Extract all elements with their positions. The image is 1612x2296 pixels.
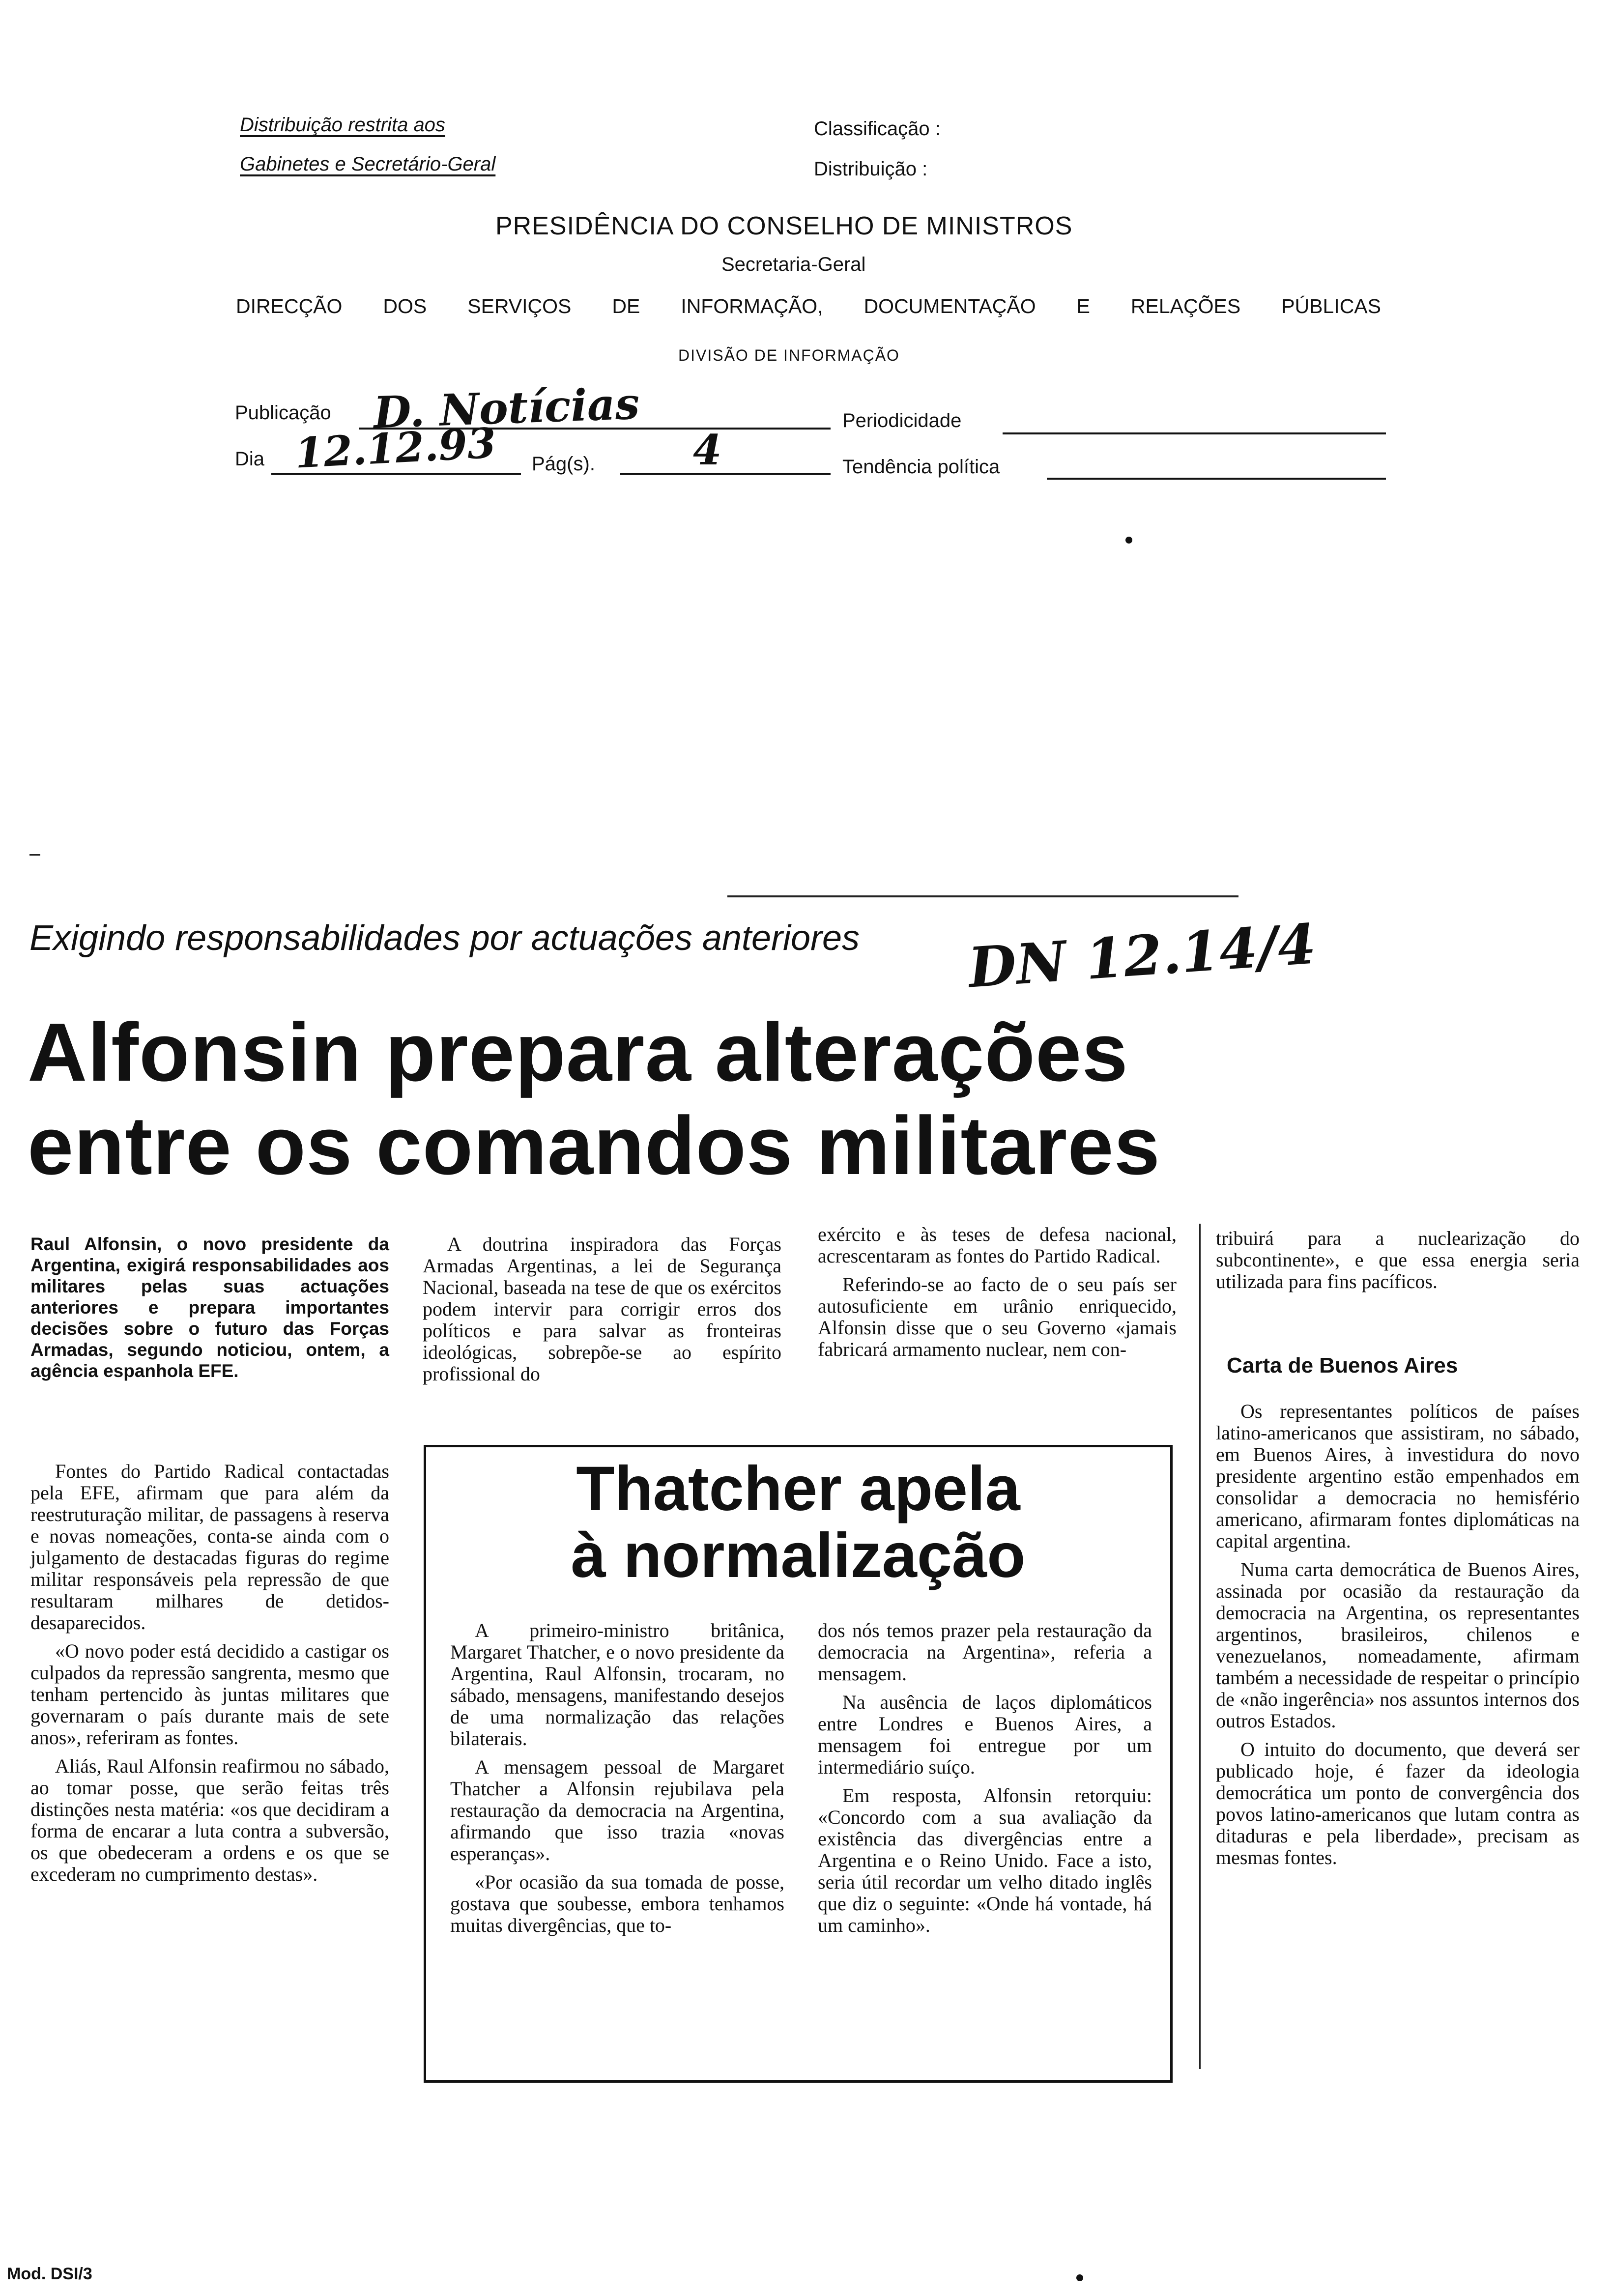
article-headline-line-1: Alfonsin prepara alterações	[28, 1006, 1128, 1098]
direccao-label: DIRECÇÃO DOS SERVIÇOS DE INFORMAÇÃO, DOCUMENTAÇÃO E RELAÇÕES PÚBLICAS	[236, 295, 1381, 317]
paragraph: tribuirá para a nuclearização do subcontinente», e que essa energia seria utilizada para fins pacíficos.	[1216, 1227, 1580, 1292]
paragraph: exército e às teses de defesa nacional, acrescentaram as fontes do Partido Radical.	[818, 1223, 1177, 1267]
paragraph: A mensagem pessoal de Margaret Thatcher a Alfonsin rejubilava pela restauração da democracia na Argentina, afirmando que isso trazia «novas esperanças».	[450, 1756, 784, 1865]
paragraph: «O novo poder está decidido a castigar os culpados da repressão sangrenta, mesmo que tenham pertencido às juntas militares que governaram o país durante mais de sete anos», referiram as fontes.	[30, 1640, 389, 1749]
column-divider	[1199, 1224, 1201, 2069]
pags-handwritten: 4	[693, 426, 722, 474]
form-model-code: Mod. DSI/3	[7, 2265, 92, 2283]
tendencia-line	[1047, 478, 1386, 480]
kicker-rule	[727, 895, 1238, 897]
restricted-line-2: Gabinetes e Secretário-Geral	[240, 153, 496, 175]
punch-dot-bottom	[1076, 2274, 1083, 2281]
periodicidade-label: Periodicidade	[842, 410, 962, 431]
article-column-4b	[1216, 1401, 1580, 1875]
article-column-1	[30, 1461, 389, 1892]
punch-dot-top	[1125, 537, 1132, 544]
paragraph: Numa carta democrática de Buenos Aires, assinada por ocasião da restauração da democracia na Argentina, os representantes argentinos, brasileiros, chilenos e venezuelanos, nomeadamente, afirmam também a necessidade de respeitar o princípio de «não ingerência» nos assuntos internos dos outros Estados.	[1216, 1558, 1580, 1732]
paragraph: «Por ocasião da sua tomada de posse, gostava que soubesse, embora tenhamos muitas divergências, que to-	[450, 1871, 784, 1936]
dia-handwritten: 12.12.93	[293, 418, 497, 478]
paragraph: Referindo-se ao facto de o seu país ser autosuficiente em urânio enriquecido, Alfonsin disse que o seu Governo «jamais fabricará armamento nuclear, nem con-	[818, 1273, 1177, 1360]
paragraph: Aliás, Raul Alfonsin reafirmou no sábado, ao tomar posse, que serão feitas três distinções nesta matéria: «os que decidiram a forma de encarar a luta contra a subversão, os que obedeceram a ordens e os que se excederam no cumprimento destas».	[30, 1755, 389, 1885]
paragraph: Fontes do Partido Radical contactadas pela EFE, afirmam que para além da reestruturação militar, de passagens à reserva e novas nomeações, conta-se ainda com o julgamento de destacadas figuras do regime militar responsáveis pela repressão de que resultaram milhares de detidos-desaparecidos.	[30, 1460, 389, 1634]
article-headline-line-2: entre os comandos militares	[28, 1099, 1161, 1192]
distribuicao-label: Distribuição :	[814, 158, 928, 180]
box-headline-line-1: Thatcher apela	[576, 1454, 1020, 1524]
paragraph: A doutrina inspiradora das Forças Armadas Argentinas, a lei de Segurança Nacional, baseada na tese de que os exércitos podem intervir para corrigir erros dos políticos e para salvar as fronteiras ideológicas, sobrepõe-se ao espírito profissional do	[423, 1233, 781, 1385]
restricted-line-1: Distribuição restrita aos	[240, 114, 445, 136]
pags-line	[620, 473, 831, 475]
classificacao-label: Classificação :	[814, 118, 941, 140]
paragraph: Na ausência de laços diplomáticos entre Londres e Buenos Aires, a mensagem foi entregue por um intermediário suíço.	[818, 1691, 1152, 1778]
publicacao-label: Publicação	[235, 402, 331, 424]
margin-mark	[29, 854, 40, 856]
paragraph: dos nós temos prazer pela restauração da democracia na Argentina», referia a mensagem.	[818, 1619, 1152, 1685]
article-column-3	[818, 1224, 1177, 1367]
article-lead: Raul Alfonsin, o novo presidente da Argentina, exigirá responsabilidades aos militares pelas suas actuações anteriores e prepara importantes decisões sobre o futuro das Forças Armadas, segundo noticiou, ontem, a agência espanhola EFE.	[30, 1234, 389, 1381]
paragraph: A primeiro-ministro britânica, Margaret Thatcher, e o novo presidente da Argentina, Raul Alfonsin, trocaram, no sábado, mensagens, manifestando desejos de uma normalização das relações bilaterais.	[450, 1619, 784, 1750]
periodicidade-line	[1003, 432, 1386, 434]
org-title: PRESIDÊNCIA DO CONSELHO DE MINISTROS	[495, 212, 1073, 240]
secretaria-label: Secretaria-Geral	[721, 254, 866, 275]
article-column-4	[1216, 1228, 1580, 1299]
publicacao-handwritten: D. Notícias	[373, 377, 640, 438]
handwritten-reference: DN 12.14/4	[966, 912, 1318, 1001]
box-headline-line-2: à normalização	[571, 1521, 1026, 1591]
subhead-carta: Carta de Buenos Aires	[1227, 1353, 1458, 1378]
pags-label: Pág(s).	[532, 453, 595, 475]
box-column-left	[450, 1620, 784, 1943]
dia-label: Dia	[235, 448, 265, 470]
article-kicker: Exigindo responsabilidades por actuações anteriores	[29, 918, 860, 958]
paragraph: O intuito do documento, que deverá ser publicado hoje, é fazer da ideologia democrática um ponto de convergência dos povos latino-americanos que lutam contra as ditaduras e pela liberdade», precisam as mesmas fontes.	[1216, 1738, 1580, 1868]
article-column-2	[423, 1234, 781, 1392]
box-column-right	[818, 1620, 1152, 1943]
paragraph: Os representantes políticos de países latino-americanos que assistiram, no sábado, em Buenos Aires, à investidura do novo presidente argentino estão empenhados em consolidar a democracia no hemisfério americano, afirmaram fontes diplomáticas na capital argentina.	[1216, 1400, 1580, 1552]
divisao-label: DIVISÃO DE INFORMAÇÃO	[678, 346, 900, 364]
tendencia-label: Tendência política	[842, 456, 1000, 478]
paragraph: Em resposta, Alfonsin retorquiu: «Concordo com a sua avaliação da existência das divergências entre a Argentina e o Reino Unido. Face a isto, seria útil recordar um velho ditado inglês que diz o seguinte: «Onde há vontade, há um caminho».	[818, 1784, 1152, 1936]
